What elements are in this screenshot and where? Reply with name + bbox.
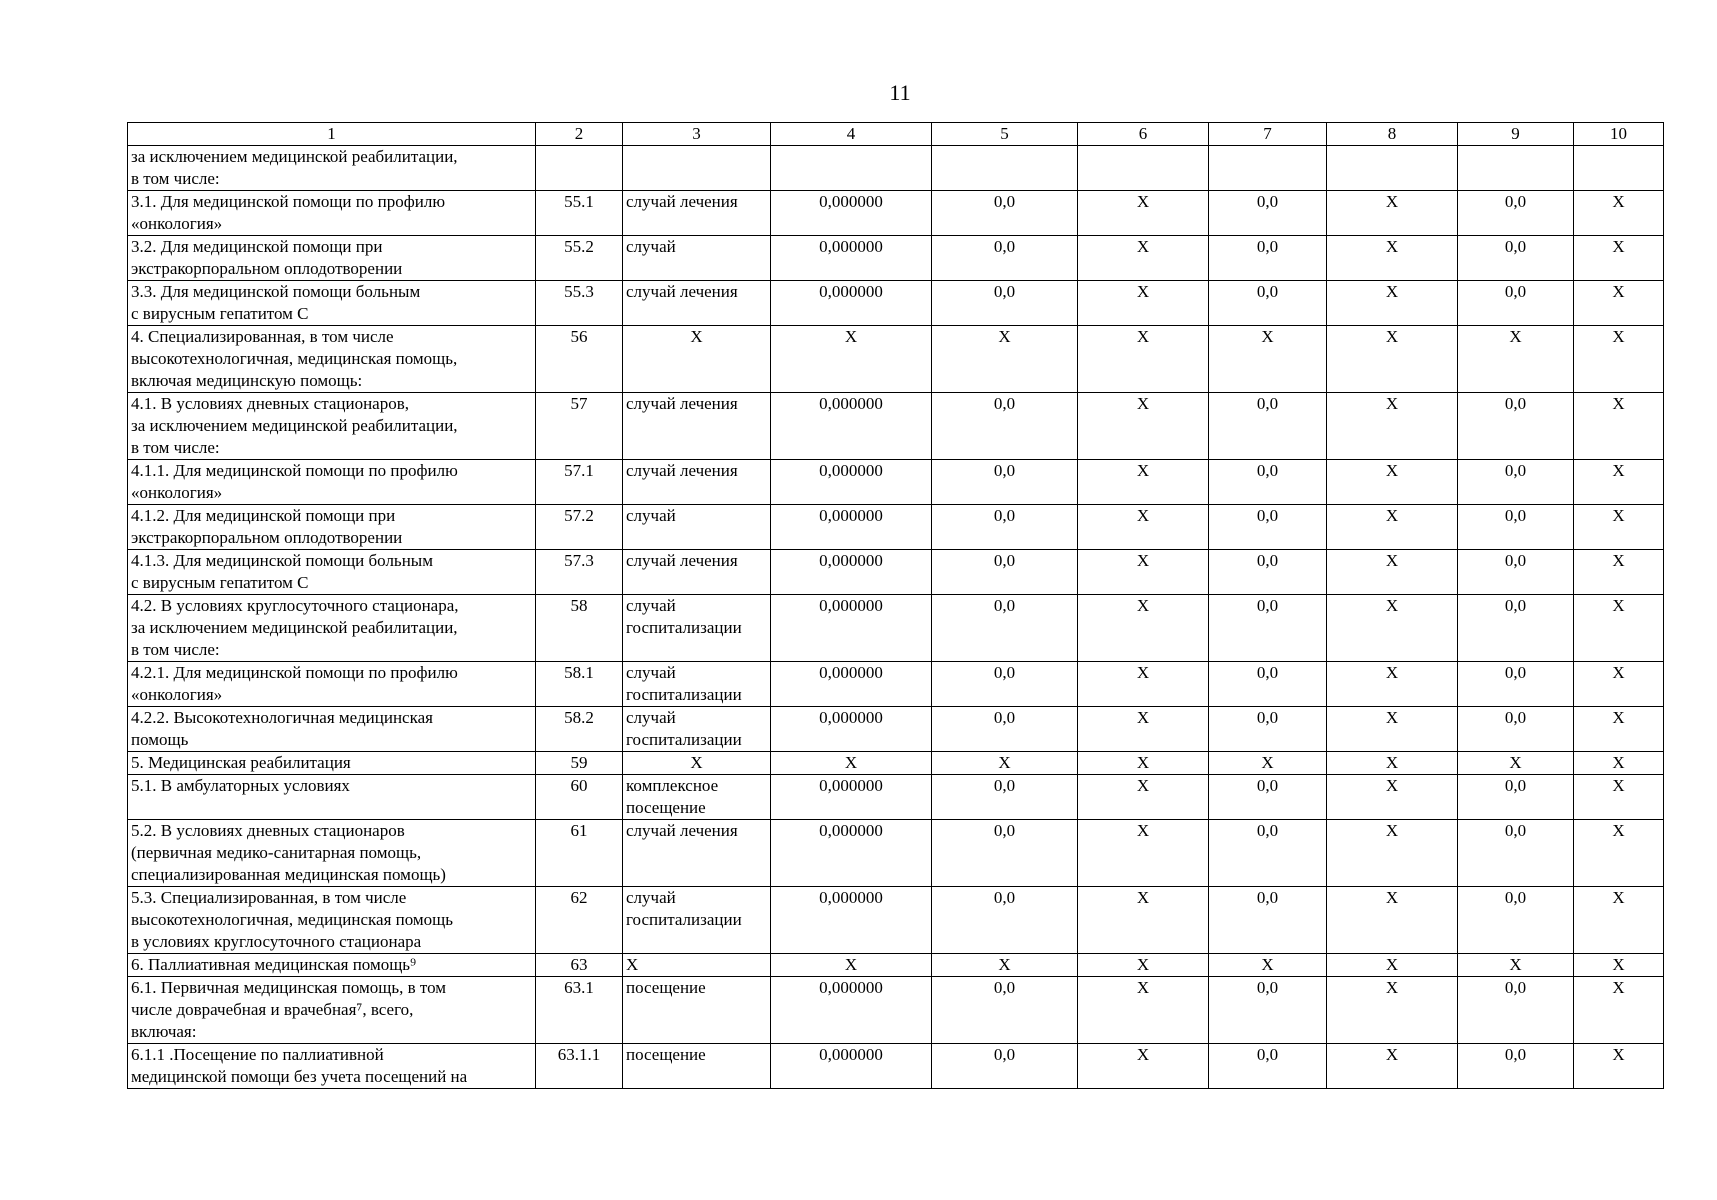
norm-value-cell: 0,000000: [771, 505, 932, 550]
col9-value-cell: 0,0: [1458, 505, 1574, 550]
col9-value-cell: 0,0: [1458, 707, 1574, 752]
col9-value-cell: 0,0: [1458, 1044, 1574, 1089]
col7-value-cell: 0,0: [1209, 820, 1327, 887]
cost-value-cell: 0,0: [932, 236, 1078, 281]
report-table: [127, 122, 1664, 1089]
col6-value-cell: X: [1078, 1044, 1209, 1089]
col10-value-cell: [1574, 146, 1664, 191]
table-row: [128, 595, 1664, 662]
unit-cell: случай госпитализации: [623, 887, 771, 954]
col7-value-cell: 0,0: [1209, 505, 1327, 550]
table-row: [128, 505, 1664, 550]
cost-value-cell: X: [932, 326, 1078, 393]
cost-value-cell: X: [932, 954, 1078, 977]
column-header: 4: [771, 123, 932, 146]
indicator-name-cell: 6.1.1 .Посещение по паллиативной медицинской помощи без учета посещений на: [128, 1044, 536, 1089]
column-number-header-row: [128, 123, 1664, 146]
column-header: 6: [1078, 123, 1209, 146]
unit-cell: X: [623, 954, 771, 977]
unit-cell: случай госпитализации: [623, 595, 771, 662]
unit-cell: случай лечения: [623, 393, 771, 460]
row-code-cell: 57.3: [536, 550, 623, 595]
row-code-cell: 57.1: [536, 460, 623, 505]
table-row: [128, 1044, 1664, 1089]
col9-value-cell: 0,0: [1458, 281, 1574, 326]
col8-value-cell: X: [1327, 595, 1458, 662]
row-code-cell: 55.1: [536, 191, 623, 236]
col6-value-cell: X: [1078, 887, 1209, 954]
table-row: [128, 954, 1664, 977]
table-row: [128, 887, 1664, 954]
col7-value-cell: 0,0: [1209, 191, 1327, 236]
cost-value-cell: 0,0: [932, 505, 1078, 550]
indicator-name-cell: 6.1. Первичная медицинская помощь, в том числе доврачебная и врачебная⁷, всего, включая:: [128, 977, 536, 1044]
indicator-name-cell: 4.1.1. Для медицинской помощи по профилю «онкология»: [128, 460, 536, 505]
col8-value-cell: X: [1327, 662, 1458, 707]
cost-value-cell: 0,0: [932, 662, 1078, 707]
unit-cell: посещение: [623, 1044, 771, 1089]
unit-cell: случай: [623, 505, 771, 550]
cost-value-cell: 0,0: [932, 887, 1078, 954]
col10-value-cell: X: [1574, 326, 1664, 393]
norm-value-cell: 0,000000: [771, 393, 932, 460]
table-row: [128, 191, 1664, 236]
norm-value-cell: 0,000000: [771, 236, 932, 281]
row-code-cell: 58.1: [536, 662, 623, 707]
norm-value-cell: 0,000000: [771, 595, 932, 662]
col10-value-cell: X: [1574, 977, 1664, 1044]
col8-value-cell: X: [1327, 954, 1458, 977]
cost-value-cell: 0,0: [932, 191, 1078, 236]
norm-value-cell: 0,000000: [771, 820, 932, 887]
col9-value-cell: 0,0: [1458, 820, 1574, 887]
col7-value-cell: 0,0: [1209, 281, 1327, 326]
norm-value-cell: 0,000000: [771, 775, 932, 820]
col6-value-cell: X: [1078, 393, 1209, 460]
indicator-name-cell: 4.2.1. Для медицинской помощи по профилю «онкология»: [128, 662, 536, 707]
norm-value-cell: 0,000000: [771, 281, 932, 326]
col6-value-cell: X: [1078, 236, 1209, 281]
unit-cell: случай госпитализации: [623, 707, 771, 752]
column-header: 3: [623, 123, 771, 146]
col6-value-cell: X: [1078, 662, 1209, 707]
cost-value-cell: 0,0: [932, 281, 1078, 326]
col7-value-cell: 0,0: [1209, 887, 1327, 954]
indicator-name-cell: 5.3. Специализированная, в том числе высокотехнологичная, медицинская помощь в условиях круглосуточного стационара: [128, 887, 536, 954]
col6-value-cell: X: [1078, 191, 1209, 236]
indicator-name-cell: 4.1. В условиях дневных стационаров, за исключением медицинской реабилитации, в том числе:: [128, 393, 536, 460]
col6-value-cell: X: [1078, 326, 1209, 393]
unit-cell: случай лечения: [623, 460, 771, 505]
indicator-name-cell: 4.1.2. Для медицинской помощи при экстракорпоральном оплодотворении: [128, 505, 536, 550]
norm-value-cell: X: [771, 752, 932, 775]
col8-value-cell: [1327, 146, 1458, 191]
indicator-name-cell: 4.1.3. Для медицинской помощи больным с вирусным гепатитом С: [128, 550, 536, 595]
page-number: 11: [889, 80, 911, 105]
norm-value-cell: 0,000000: [771, 977, 932, 1044]
table-row: [128, 460, 1664, 505]
col10-value-cell: X: [1574, 236, 1664, 281]
row-code-cell: 60: [536, 775, 623, 820]
col10-value-cell: X: [1574, 820, 1664, 887]
cost-value-cell: 0,0: [932, 707, 1078, 752]
col9-value-cell: [1458, 146, 1574, 191]
col8-value-cell: X: [1327, 281, 1458, 326]
col9-value-cell: 0,0: [1458, 191, 1574, 236]
column-header: 8: [1327, 123, 1458, 146]
col10-value-cell: X: [1574, 595, 1664, 662]
norm-value-cell: X: [771, 326, 932, 393]
cost-value-cell: 0,0: [932, 1044, 1078, 1089]
col8-value-cell: X: [1327, 393, 1458, 460]
table-row: [128, 281, 1664, 326]
norm-value-cell: 0,000000: [771, 550, 932, 595]
col8-value-cell: X: [1327, 752, 1458, 775]
row-code-cell: 58.2: [536, 707, 623, 752]
col6-value-cell: X: [1078, 707, 1209, 752]
unit-cell: случай лечения: [623, 281, 771, 326]
unit-cell: X: [623, 752, 771, 775]
col6-value-cell: X: [1078, 595, 1209, 662]
unit-cell: случай госпитализации: [623, 662, 771, 707]
unit-cell: X: [623, 326, 771, 393]
cost-value-cell: [932, 146, 1078, 191]
col6-value-cell: X: [1078, 460, 1209, 505]
col8-value-cell: X: [1327, 887, 1458, 954]
unit-cell: случай: [623, 236, 771, 281]
col7-value-cell: 0,0: [1209, 550, 1327, 595]
norm-value-cell: 0,000000: [771, 1044, 932, 1089]
norm-value-cell: 0,000000: [771, 707, 932, 752]
col6-value-cell: X: [1078, 977, 1209, 1044]
cost-value-cell: 0,0: [932, 595, 1078, 662]
col10-value-cell: X: [1574, 460, 1664, 505]
col8-value-cell: X: [1327, 977, 1458, 1044]
column-header: 5: [932, 123, 1078, 146]
col10-value-cell: X: [1574, 887, 1664, 954]
table-row: [128, 775, 1664, 820]
indicator-name-cell: 4. Специализированная, в том числе высокотехнологичная, медицинская помощь, включая медицинскую помощь:: [128, 326, 536, 393]
indicator-name-cell: 3.3. Для медицинской помощи больным с вирусным гепатитом С: [128, 281, 536, 326]
norm-value-cell: 0,000000: [771, 887, 932, 954]
unit-cell: случай лечения: [623, 820, 771, 887]
col10-value-cell: X: [1574, 707, 1664, 752]
row-code-cell: 55.2: [536, 236, 623, 281]
table-row: [128, 977, 1664, 1044]
col10-value-cell: X: [1574, 281, 1664, 326]
col8-value-cell: X: [1327, 550, 1458, 595]
col6-value-cell: X: [1078, 505, 1209, 550]
col6-value-cell: X: [1078, 775, 1209, 820]
col7-value-cell: 0,0: [1209, 1044, 1327, 1089]
row-code-cell: 63.1.1: [536, 1044, 623, 1089]
col7-value-cell: 0,0: [1209, 460, 1327, 505]
cost-value-cell: 0,0: [932, 775, 1078, 820]
col6-value-cell: [1078, 146, 1209, 191]
row-code-cell: 56: [536, 326, 623, 393]
cost-value-cell: 0,0: [932, 393, 1078, 460]
col7-value-cell: X: [1209, 954, 1327, 977]
col10-value-cell: X: [1574, 550, 1664, 595]
indicator-name-cell: 3.2. Для медицинской помощи при экстракорпоральном оплодотворении: [128, 236, 536, 281]
col10-value-cell: X: [1574, 662, 1664, 707]
col7-value-cell: 0,0: [1209, 707, 1327, 752]
norm-value-cell: 0,000000: [771, 191, 932, 236]
row-code-cell: [536, 146, 623, 191]
norm-value-cell: [771, 146, 932, 191]
col7-value-cell: 0,0: [1209, 236, 1327, 281]
norm-value-cell: X: [771, 954, 932, 977]
norm-value-cell: 0,000000: [771, 460, 932, 505]
col8-value-cell: X: [1327, 236, 1458, 281]
col10-value-cell: X: [1574, 775, 1664, 820]
col9-value-cell: 0,0: [1458, 595, 1574, 662]
cost-value-cell: 0,0: [932, 550, 1078, 595]
col9-value-cell: 0,0: [1458, 775, 1574, 820]
table-row: [128, 662, 1664, 707]
row-code-cell: 63: [536, 954, 623, 977]
col9-value-cell: 0,0: [1458, 550, 1574, 595]
col8-value-cell: X: [1327, 1044, 1458, 1089]
cost-value-cell: 0,0: [932, 977, 1078, 1044]
col10-value-cell: X: [1574, 752, 1664, 775]
col7-value-cell: 0,0: [1209, 775, 1327, 820]
col6-value-cell: X: [1078, 752, 1209, 775]
col9-value-cell: 0,0: [1458, 887, 1574, 954]
cost-value-cell: 0,0: [932, 460, 1078, 505]
column-header: 9: [1458, 123, 1574, 146]
table-row: [128, 326, 1664, 393]
col7-value-cell: 0,0: [1209, 393, 1327, 460]
col9-value-cell: 0,0: [1458, 662, 1574, 707]
col7-value-cell: X: [1209, 326, 1327, 393]
col10-value-cell: X: [1574, 191, 1664, 236]
col9-value-cell: 0,0: [1458, 236, 1574, 281]
col8-value-cell: X: [1327, 191, 1458, 236]
col6-value-cell: X: [1078, 281, 1209, 326]
indicator-name-cell: 5.2. В условиях дневных стационаров (первичная медико-санитарная помощь, специализированная медицинская помощь): [128, 820, 536, 887]
column-header: 2: [536, 123, 623, 146]
indicator-name-cell: 4.2. В условиях круглосуточного стационара, за исключением медицинской реабилитации, в том числе:: [128, 595, 536, 662]
unit-cell: комплексное посещение: [623, 775, 771, 820]
col9-value-cell: 0,0: [1458, 977, 1574, 1044]
col8-value-cell: X: [1327, 460, 1458, 505]
cost-value-cell: X: [932, 752, 1078, 775]
col7-value-cell: X: [1209, 752, 1327, 775]
table-row: [128, 146, 1664, 191]
col7-value-cell: 0,0: [1209, 662, 1327, 707]
indicator-name-cell: за исключением медицинской реабилитации, в том числе:: [128, 146, 536, 191]
col10-value-cell: X: [1574, 1044, 1664, 1089]
row-code-cell: 62: [536, 887, 623, 954]
col10-value-cell: X: [1574, 505, 1664, 550]
col6-value-cell: X: [1078, 550, 1209, 595]
column-header: 1: [128, 123, 536, 146]
indicator-name-cell: 3.1. Для медицинской помощи по профилю «онкология»: [128, 191, 536, 236]
col9-value-cell: X: [1458, 954, 1574, 977]
col6-value-cell: X: [1078, 954, 1209, 977]
unit-cell: случай лечения: [623, 191, 771, 236]
unit-cell: [623, 146, 771, 191]
table-row: [128, 393, 1664, 460]
row-code-cell: 57: [536, 393, 623, 460]
indicator-name-cell: 5.1. В амбулаторных условиях: [128, 775, 536, 820]
col8-value-cell: X: [1327, 505, 1458, 550]
row-code-cell: 63.1: [536, 977, 623, 1044]
indicator-name-cell: 6. Паллиативная медицинская помощь⁹: [128, 954, 536, 977]
indicator-name-cell: 4.2.2. Высокотехнологичная медицинская помощь: [128, 707, 536, 752]
unit-cell: случай лечения: [623, 550, 771, 595]
col8-value-cell: X: [1327, 775, 1458, 820]
col10-value-cell: X: [1574, 954, 1664, 977]
col9-value-cell: X: [1458, 752, 1574, 775]
col8-value-cell: X: [1327, 707, 1458, 752]
col9-value-cell: X: [1458, 326, 1574, 393]
column-header: 10: [1574, 123, 1664, 146]
row-code-cell: 59: [536, 752, 623, 775]
col10-value-cell: X: [1574, 393, 1664, 460]
col7-value-cell: 0,0: [1209, 977, 1327, 1044]
table-row: [128, 752, 1664, 775]
col7-value-cell: 0,0: [1209, 595, 1327, 662]
table-row: [128, 550, 1664, 595]
col7-value-cell: [1209, 146, 1327, 191]
norm-value-cell: 0,000000: [771, 662, 932, 707]
table-row: [128, 236, 1664, 281]
col6-value-cell: X: [1078, 820, 1209, 887]
row-code-cell: 61: [536, 820, 623, 887]
col8-value-cell: X: [1327, 326, 1458, 393]
table-row: [128, 820, 1664, 887]
column-header: 7: [1209, 123, 1327, 146]
indicator-name-cell: 5. Медицинская реабилитация: [128, 752, 536, 775]
row-code-cell: 57.2: [536, 505, 623, 550]
cost-value-cell: 0,0: [932, 820, 1078, 887]
row-code-cell: 58: [536, 595, 623, 662]
col9-value-cell: 0,0: [1458, 460, 1574, 505]
row-code-cell: 55.3: [536, 281, 623, 326]
col8-value-cell: X: [1327, 820, 1458, 887]
col9-value-cell: 0,0: [1458, 393, 1574, 460]
table-row: [128, 707, 1664, 752]
unit-cell: посещение: [623, 977, 771, 1044]
